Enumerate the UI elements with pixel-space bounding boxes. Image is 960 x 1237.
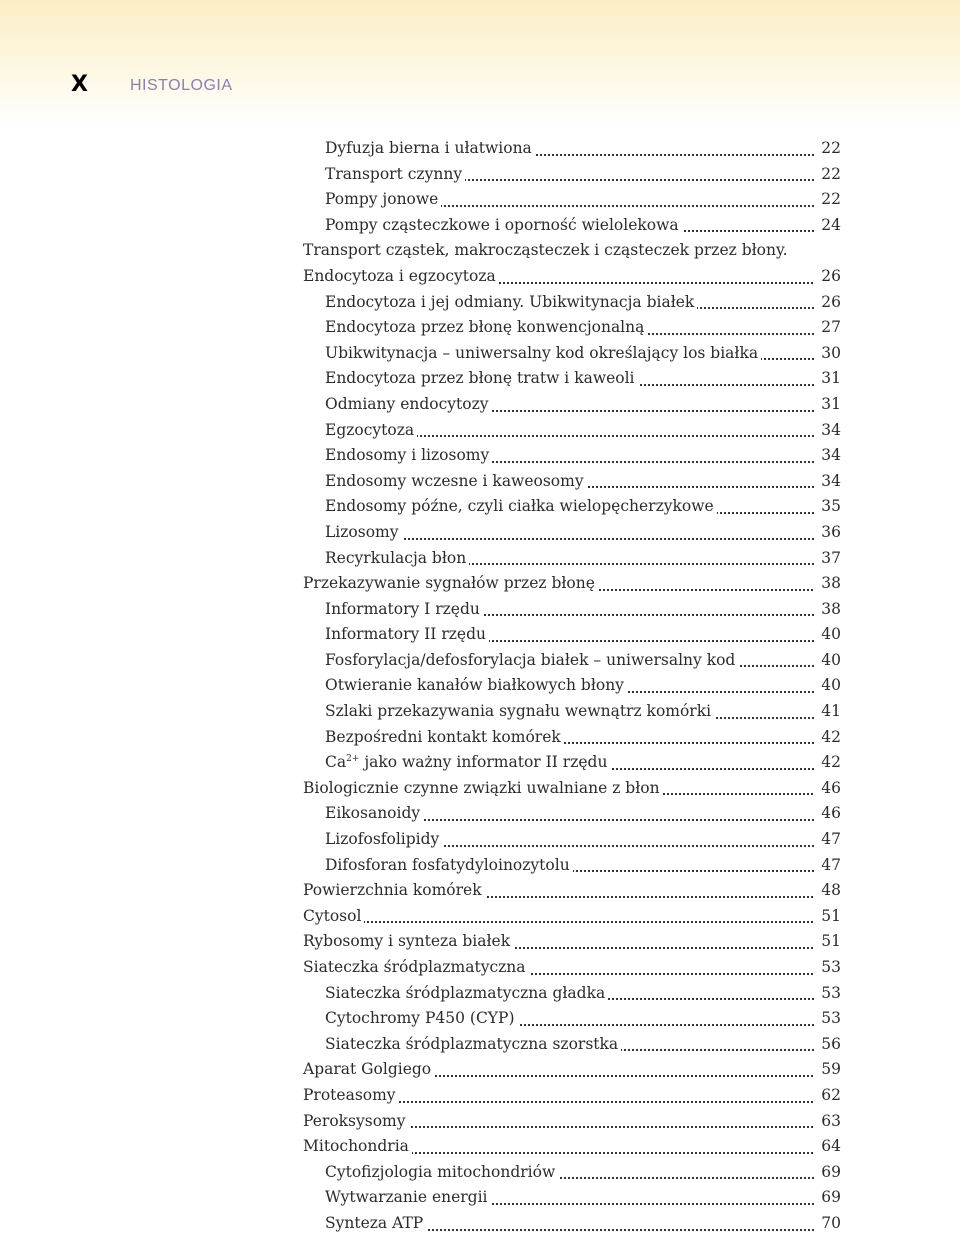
toc-entry[interactable] — [303, 981, 841, 1007]
toc-entry-page: 51 — [815, 929, 841, 955]
toc-entry-title: Odmiany endocytozy — [325, 395, 492, 413]
dot-leader — [303, 921, 841, 923]
toc-entry-page: 69 — [815, 1185, 841, 1211]
toc-entry-title: Cytofizjologia mitochondriów — [325, 1163, 558, 1181]
toc-entry[interactable] — [303, 418, 841, 444]
toc-entry-page: 46 — [815, 776, 841, 802]
toc-entry-page: 46 — [815, 801, 841, 827]
toc-entry-title: Siateczka śródplazmatyczna — [303, 958, 529, 976]
toc-entry-title: Mitochondria — [303, 1137, 412, 1155]
toc-entry-title: Endosomy i lizosomy — [325, 446, 492, 464]
toc-entry-title: Otwieranie kanałów białkowych błony — [325, 676, 627, 694]
toc-entry-page: 53 — [815, 955, 841, 981]
toc-entry-page: 51 — [815, 904, 841, 930]
toc-entry-title: Siateczka śródplazmatyczna szorstka — [325, 1035, 621, 1053]
toc-entry[interactable] — [303, 136, 841, 162]
toc-entry-title: Aparat Golgiego — [303, 1060, 434, 1078]
toc-entry-title: Siateczka śródplazmatyczna gładka — [325, 984, 608, 1002]
dot-leader — [325, 538, 841, 540]
toc-entry[interactable] — [303, 213, 841, 239]
toc-entry[interactable] — [303, 366, 841, 392]
toc-entry-title: Przekazywanie sygnałów przez błonę — [303, 574, 598, 592]
toc-entry-title: Recyrkulacja błon — [325, 549, 469, 567]
toc-entry-page: 53 — [815, 1006, 841, 1032]
toc-entry-page: 27 — [815, 315, 841, 341]
toc-entry-title: Informatory II rzędu — [325, 625, 489, 643]
toc-entry-title: Endocytoza i egzocytoza — [303, 267, 499, 285]
toc-entry-page: 47 — [815, 853, 841, 879]
toc-entry[interactable] — [303, 1006, 841, 1032]
toc-entry-title: Wytwarzanie energii — [325, 1188, 491, 1206]
toc-entry-title: Powierzchnia komórek — [303, 881, 485, 899]
toc-entry[interactable] — [303, 443, 841, 469]
toc-entry-title: Endosomy późne, czyli ciałka wielopęcherzykowe — [325, 497, 717, 515]
toc-entry[interactable] — [303, 955, 841, 981]
toc-entry-title: Pompy cząsteczkowe i oporność wielolekowa — [325, 216, 682, 234]
toc-entry[interactable] — [303, 750, 841, 776]
toc-entry-page: 40 — [815, 673, 841, 699]
toc-entry-page: 31 — [815, 366, 841, 392]
toc-entry-page: 30 — [815, 341, 841, 367]
toc-entry[interactable] — [303, 878, 841, 904]
toc-entry-page: 53 — [815, 981, 841, 1007]
toc-entry[interactable] — [303, 238, 841, 264]
toc-entry[interactable] — [303, 264, 841, 290]
toc-entry-page: 64 — [815, 1134, 841, 1160]
toc-entry-page: 22 — [815, 136, 841, 162]
toc-entry[interactable] — [303, 1032, 841, 1058]
toc-entry-page: 56 — [815, 1032, 841, 1058]
toc-entry-title: Transport czynny — [325, 165, 465, 183]
toc-entry-title: Endocytoza przez błonę tratw i kaweoli — [325, 369, 638, 387]
toc-entry[interactable] — [303, 187, 841, 213]
toc-entry-title: Endocytoza i jej odmiany. Ubikwitynacja białek — [325, 293, 697, 311]
toc-entry-page: 38 — [815, 571, 841, 597]
toc-entry-title: Pompy jonowe — [325, 190, 441, 208]
toc-entry[interactable] — [303, 1160, 841, 1186]
toc-entry-page: 40 — [815, 622, 841, 648]
toc-entry-title: Ubikwitynacja – uniwersalny kod określający los białka — [325, 344, 761, 362]
toc-entry[interactable] — [303, 1134, 841, 1160]
toc-entry-title: Eikosanoidy — [325, 804, 423, 822]
toc-entry-page: 34 — [815, 443, 841, 469]
toc-entry-page: 59 — [815, 1057, 841, 1083]
toc-entry-page: 35 — [815, 494, 841, 520]
toc-entry[interactable] — [303, 699, 841, 725]
toc-entry-page: 36 — [815, 520, 841, 546]
toc-entry[interactable] — [303, 725, 841, 751]
toc-entry-page: 26 — [815, 264, 841, 290]
toc-entry-page: 22 — [815, 187, 841, 213]
page-number: X — [71, 72, 88, 97]
toc-entry-title: Difosforan fosfatydyloinozytolu — [325, 856, 573, 874]
toc-entry[interactable] — [303, 597, 841, 623]
toc-entry-title: Lizofosfolipidy — [325, 830, 442, 848]
toc-entry-title: Biologicznie czynne związki uwalniane z błon — [303, 779, 663, 797]
toc-entry[interactable] — [303, 290, 841, 316]
toc-entry-page: 26 — [815, 290, 841, 316]
toc-entry-title: Endocytoza przez błonę konwencjonalną — [325, 318, 647, 336]
running-head: HISTOLOGIA — [130, 77, 233, 94]
toc-entry-title: Transport cząstek, makrocząsteczek i cząsteczek przez błony. — [303, 241, 791, 259]
toc-entry[interactable] — [303, 1109, 841, 1135]
toc-entry[interactable] — [303, 162, 841, 188]
toc-entry-page: 31 — [815, 392, 841, 418]
toc-entry-title: Bezpośredni kontakt komórek — [325, 728, 564, 746]
toc-entry-page: 37 — [815, 546, 841, 572]
toc-entry-title: Rybosomy i synteza białek — [303, 932, 513, 950]
toc-entry-title: $Ca^{2+}$ jako ważny informator II rzędu — [325, 753, 610, 771]
toc-entry-page: 42 — [815, 725, 841, 751]
toc-entry[interactable] — [303, 853, 841, 879]
toc-entry-title: Lizosomy — [325, 523, 402, 541]
toc-entry-page: 63 — [815, 1109, 841, 1135]
toc-entry-page: 40 — [815, 648, 841, 674]
toc-entry-title: Proteasomy — [303, 1086, 399, 1104]
toc-entry[interactable] — [303, 648, 841, 674]
toc-entry-page: 22 — [815, 162, 841, 188]
toc-entry[interactable] — [303, 622, 841, 648]
toc-entry-title: Endosomy wczesne i kaweosomy — [325, 472, 587, 490]
toc-entry[interactable] — [303, 1057, 841, 1083]
toc-entry-page: 69 — [815, 1160, 841, 1186]
toc-entry[interactable] — [303, 929, 841, 955]
toc-entry[interactable] — [303, 494, 841, 520]
toc-entry-page: 42 — [815, 750, 841, 776]
toc-entry[interactable] — [303, 776, 841, 802]
toc-entry-title: Peroksysomy — [303, 1112, 409, 1130]
toc-entry-page: 47 — [815, 827, 841, 853]
page-header — [0, 0, 960, 125]
toc-entry-page: 48 — [815, 878, 841, 904]
toc-entry-page: 34 — [815, 469, 841, 495]
toc-entry-page: 70 — [815, 1211, 841, 1237]
toc-entry[interactable] — [303, 1083, 841, 1109]
toc-entry-page: 62 — [815, 1083, 841, 1109]
toc-entry-page: 38 — [815, 597, 841, 623]
toc-entry[interactable] — [303, 801, 841, 827]
toc-entry[interactable] — [303, 315, 841, 341]
toc-entry[interactable] — [303, 827, 841, 853]
toc-entry[interactable] — [303, 1185, 841, 1211]
toc-entry-page: 34 — [815, 418, 841, 444]
toc-entry[interactable] — [303, 392, 841, 418]
toc-entry-title: Fosforylacja/defosforylacja białek – uniwersalny kod — [325, 651, 738, 669]
toc-entry-title: Dyfuzja bierna i ułatwiona — [325, 139, 535, 157]
toc-entry[interactable] — [303, 546, 841, 572]
toc-entry-title: Egzocytoza — [325, 421, 417, 439]
table-of-contents — [303, 136, 841, 1237]
toc-entry-title: Szlaki przekazywania sygnału wewnątrz komórki — [325, 702, 714, 720]
toc-entry[interactable] — [303, 904, 841, 930]
toc-entry-title: Cytosol — [303, 907, 364, 925]
toc-entry[interactable] — [303, 469, 841, 495]
toc-entry-title: Cytochromy P450 (CYP) — [325, 1009, 518, 1027]
toc-entry[interactable] — [303, 571, 841, 597]
toc-entry[interactable] — [303, 341, 841, 367]
toc-entry[interactable] — [303, 520, 841, 546]
toc-entry-title: Informatory I rzędu — [325, 600, 483, 618]
toc-entry-title: Synteza ATP — [325, 1214, 426, 1232]
toc-entry[interactable] — [303, 673, 841, 699]
toc-entry-page: 41 — [815, 699, 841, 725]
toc-entry-page: 24 — [815, 213, 841, 239]
superscript: 2+ — [346, 754, 360, 765]
